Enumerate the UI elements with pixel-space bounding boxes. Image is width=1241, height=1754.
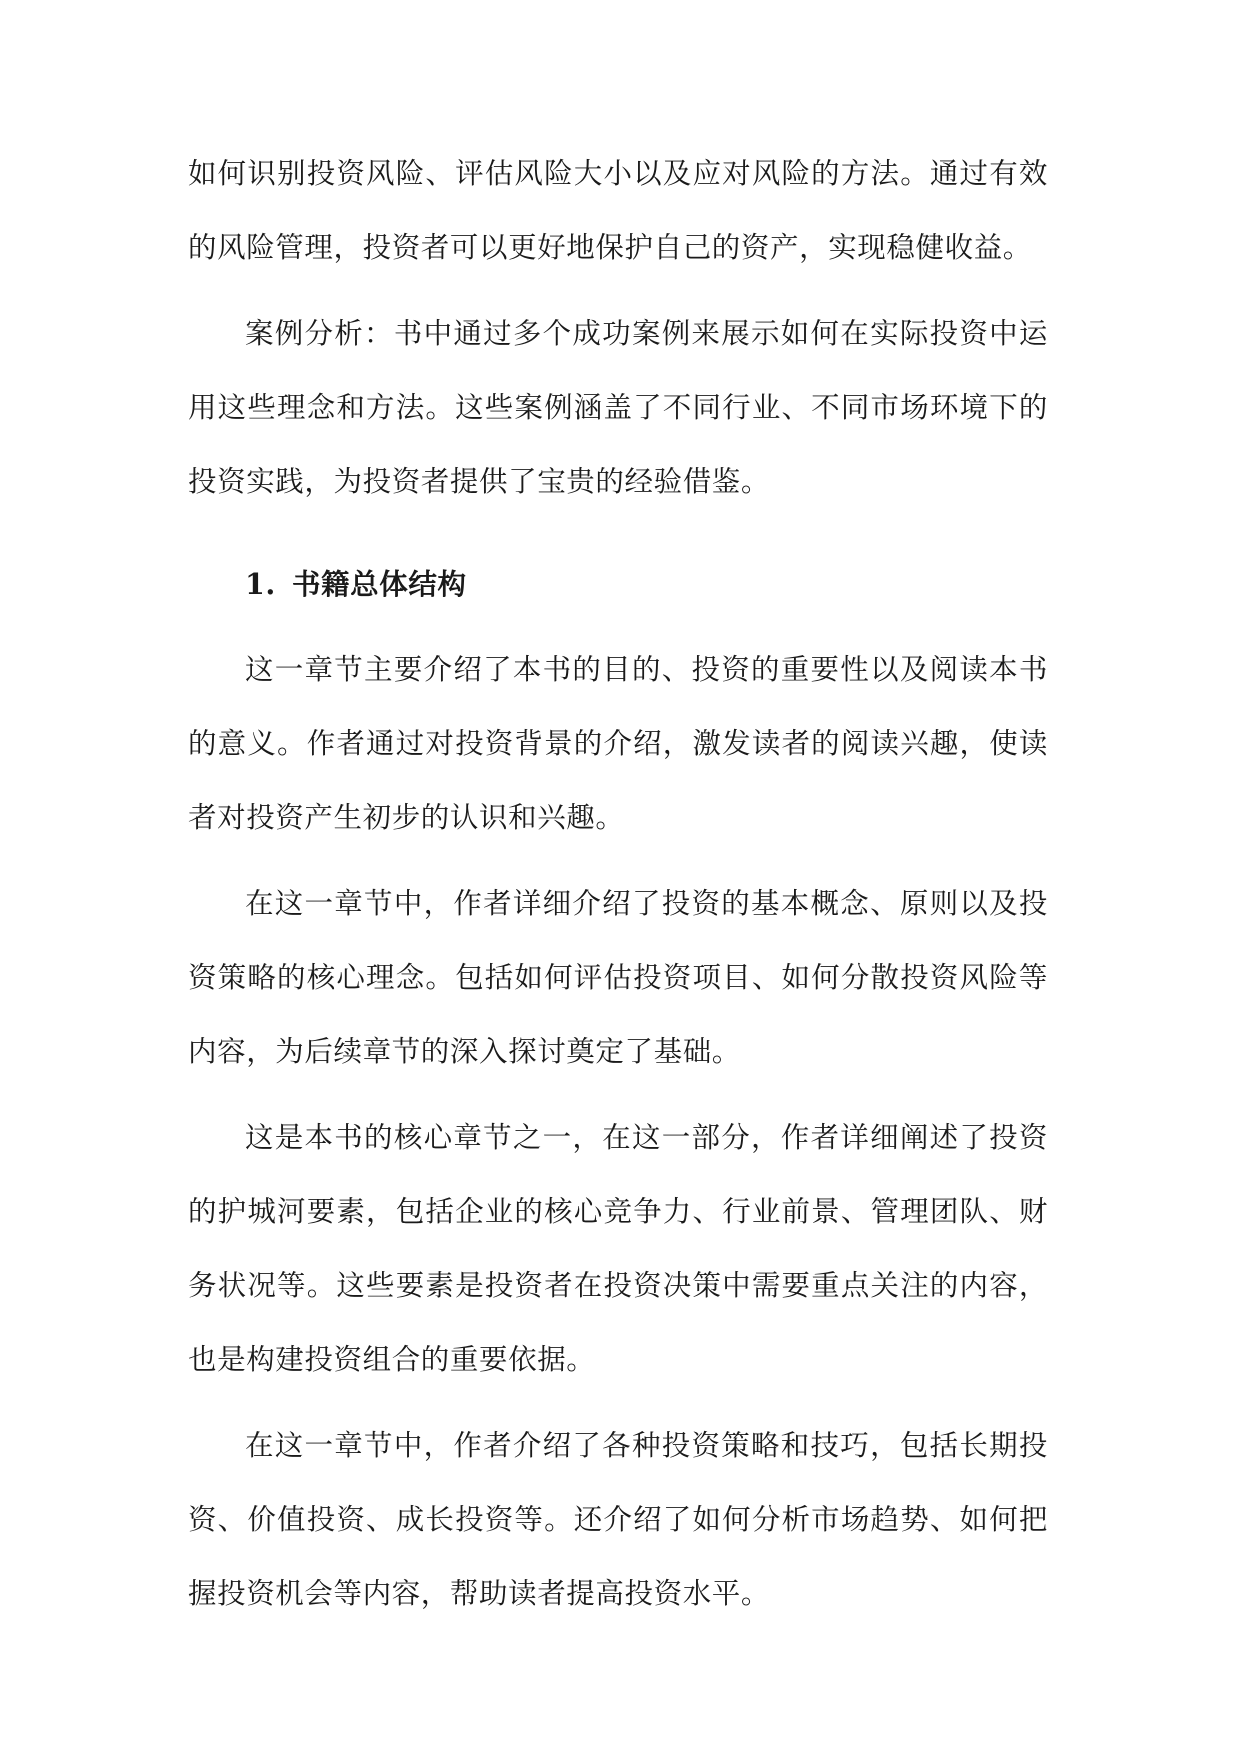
- document-page: [188, 137, 1048, 1643]
- section-heading-number: 1.: [245, 567, 276, 601]
- section-heading-title: 书籍总体结构: [291, 567, 467, 601]
- paragraph-risk-management: 如何识别投资风险、评估风险大小以及应对风险的方法。通过有效的风险管理，投资者可以更好地保护自己的资产，实现稳健收益。: [188, 157, 1048, 264]
- paragraph-introduction: 这一章节主要介绍了本书的目的、投资的重要性以及阅读本书的意义。作者通过对投资背景的介绍，激发读者的阅读兴趣，使读者对投资产生初步的认识和兴趣。: [188, 653, 1048, 834]
- section-heading: [188, 549, 1048, 619]
- paragraph-case-analysis: 案例分析：书中通过多个成功案例来展示如何在实际投资中运用这些理念和方法。这些案例涵盖了不同行业、不同市场环境下的投资实践，为投资者提供了宝贵的经验借鉴。: [188, 317, 1048, 498]
- paragraph-moat-elements: 这是本书的核心章节之一，在这一部分，作者详细阐述了投资的护城河要素，包括企业的核心竞争力、行业前景、管理团队、财务状况等。这些要素是投资者在投资决策中需要重点关注的内容，也是构建投资组合的重要依据。: [188, 1121, 1048, 1376]
- paragraph-basic-concepts: 在这一章节中，作者详细介绍了投资的基本概念、原则以及投资策略的核心理念。包括如何评估投资项目、如何分散投资风险等内容，为后续章节的深入探讨奠定了基础。: [188, 887, 1048, 1068]
- paragraph-strategies: 在这一章节中，作者介绍了各种投资策略和技巧，包括长期投资、价值投资、成长投资等。还介绍了如何分析市场趋势、如何把握投资机会等内容，帮助读者提高投资水平。: [188, 1429, 1048, 1610]
